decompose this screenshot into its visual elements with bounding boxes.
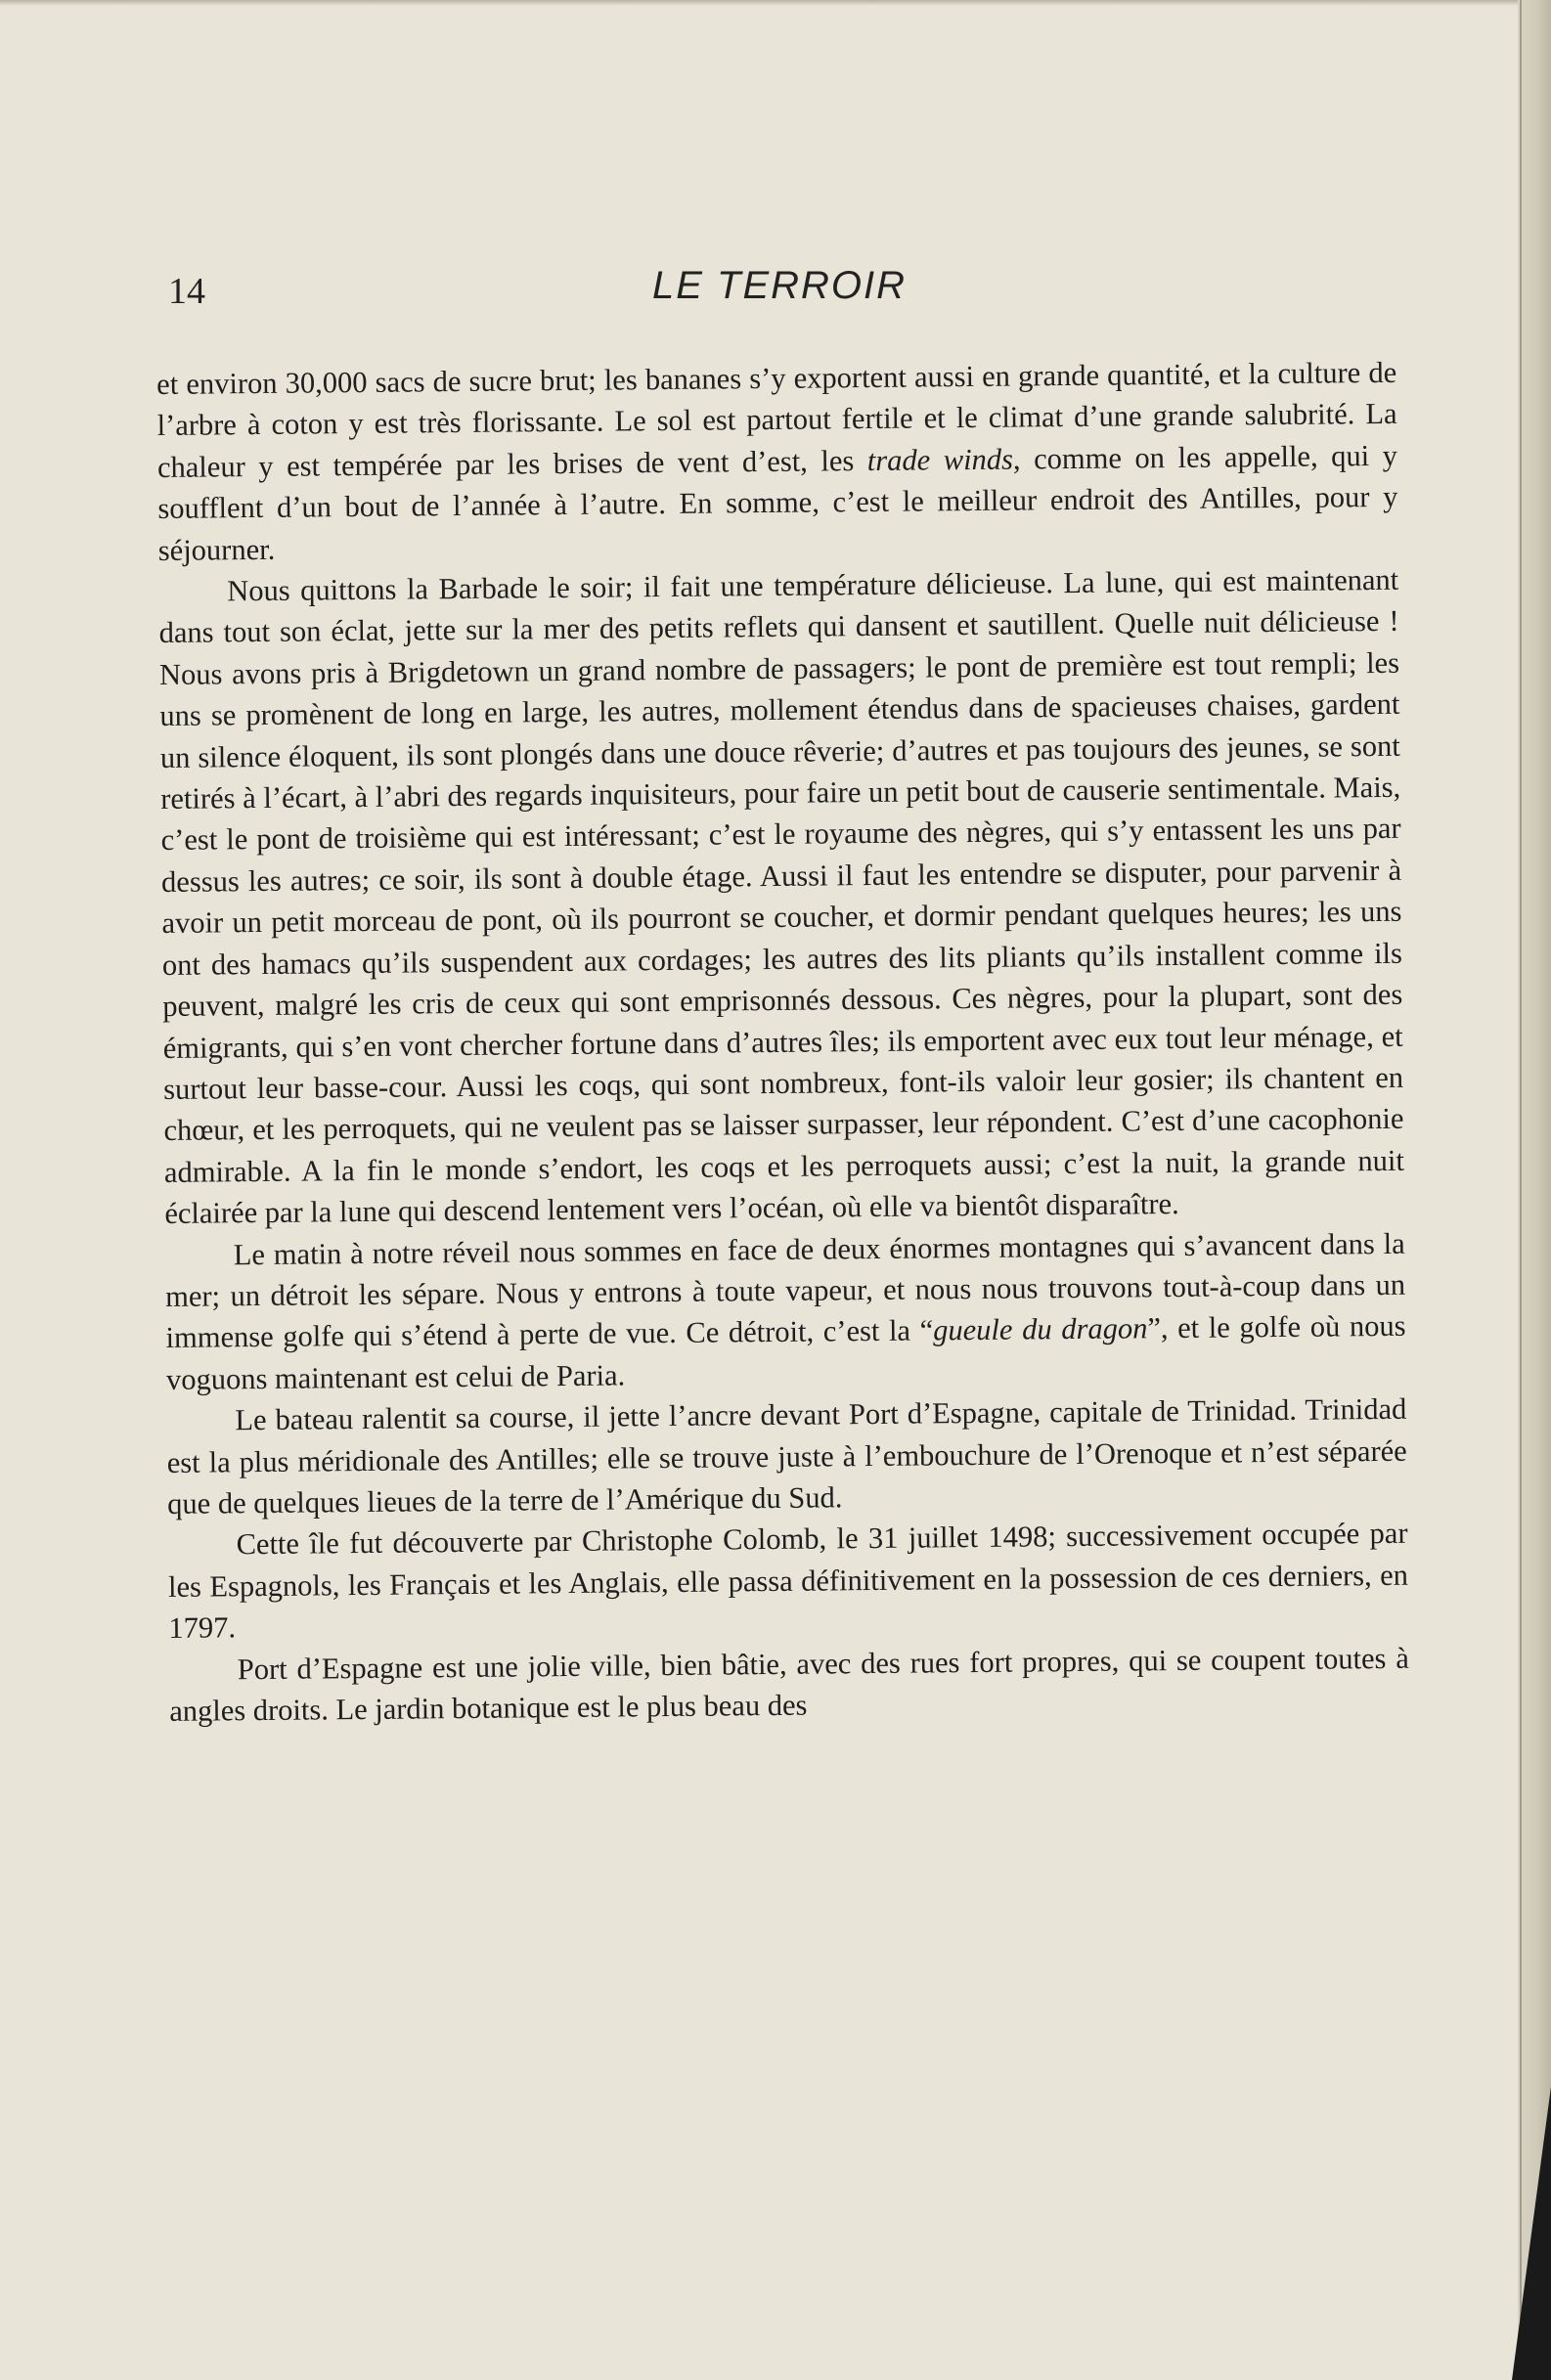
- book-gutter-edge: [1518, 0, 1551, 2380]
- text-run: Nous quittons la Barbade le soir; il fait une température délicieuse. La lune, qui est maintenant dans tout son éclat, jette sur la mer des petits reflets qui dansent et sautillent. Quelle nuit délicieuse ! Nous avons pris à Brigdetown un grand nombre de passagers; le pont de première est tout rempli; les uns se promènent de long en large, les autres, mollement étendus dans de spacieuses chaises, gardent un silence éloquent, ils sont plongés dans une douce rêverie; d’autres et pas toujours des jeunes, se sont retirés à l’écart, à l’abri des regards inquisiteurs, pour faire un petit bout de causerie sentimentale. Mais, c’est le pont de troisième qui est intéressant; c’est le royaume des nègres, qui s’y entassent les uns par dessus les autres; ce soir, ils sont à double étage. Aussi il faut les entendre se disputer, pour parvenir à avoir un petit morceau de pont, où ils pourront se coucher, et dormir pendant quelques heures; les uns ont des hamacs qu’ils suspendent aux cordages; les autres des lits pliants qu’ils installent comme ils peuvent, malgré les cris de ceux qui sont emprisonnés dessous. Ces nègres, pour la plupart, sont des émigrants, qui s’en vont chercher fortune dans d’autres îles; ils emportent avec eux tout leur ménage, et surtout leur basse-cour. Aussi les coqs, qui sont nombreux, font-ils valoir leur gosier; ils chantent en chœur, et les perroquets, qui ne veulent pas se laisser surpasser, leur répondent. C’est d’une cacophonie admirable. A la fin le monde s’endort, les coqs et les perroquets aussi; c’est la nuit, la grande nuit éclairée par la lune qui descend lentement vers l’océan, où elle va bientôt disparaître.: [158, 562, 1405, 1231]
- text-run: Port d’Espagne est une jolie ville, bien bâtie, avec des rues fort propres, qui se coupent toutes à angles droits. Le jardin botanique est le plus beau des: [169, 1641, 1409, 1728]
- paragraph-p6: [169, 1637, 1410, 1732]
- italic-phrase: gueule du dragon: [933, 1311, 1148, 1347]
- text-run: ”, et le golfe où nous voguons maintenant est celui de Paria.: [165, 1309, 1406, 1396]
- paragraph-p2: [158, 559, 1404, 1235]
- page-corner-shadow: [1512, 2087, 1551, 2380]
- paragraph-p3: [165, 1222, 1407, 1400]
- paragraph-p1: [156, 352, 1398, 571]
- page-edge-line: [1520, 0, 1522, 2380]
- paragraph-p5: [167, 1513, 1408, 1649]
- running-head: LE TERROIR: [651, 264, 908, 307]
- body-text: [156, 352, 1409, 1733]
- italic-phrase: trade winds: [866, 442, 1014, 477]
- page-top-shadow: [0, 0, 1551, 6]
- text-run: Cette île fut découverte par Christophe Colomb, le 31 juillet 1498; successivement occupée par les Espagnols, les Français et les Anglais, elle passa définitivement en la possession de ces derniers, en 1797.: [167, 1517, 1409, 1646]
- text-run: et environ 30,000 sacs de sucre brut; les bananes s’y exportent aussi en grande quantité, et la culture de l’arbre à coton y est très florissante. Le sol est partout fertile et le climat d’une grande salubrité. La chaleur y est tempérée par les brises de vent d’est, les: [156, 355, 1397, 484]
- page-header: [168, 264, 1391, 323]
- text-run: Le bateau ralentit sa course, il jette l’ancre devant Port d’Espagne, capitale de Trinidad. Trinidad est la plus méridionale des Antilles; elle se trouve juste à l’embouchure de l’Orenoque et n’est séparée que de quelques lieues de la terre de l’Amérique du Sud.: [166, 1391, 1407, 1521]
- page-number: 14: [168, 271, 205, 312]
- text-run: , comme on les appelle, qui y soufflent d’un bout de l’année à l’autre. En somme, c’est le meilleur endroit des Antilles, pour y séjourner.: [157, 438, 1398, 567]
- text-run: Le matin à notre réveil nous sommes en face de deux énormes montagnes qui s’avancent dans la mer; un détroit les sépare. Nous y entrons à toute vapeur, et nous nous trouvons tout-à-coup dans un immense golfe qui s’étend à perte de vue. Ce détroit, c’est la “: [164, 1226, 1406, 1355]
- paragraph-p4: [166, 1388, 1407, 1524]
